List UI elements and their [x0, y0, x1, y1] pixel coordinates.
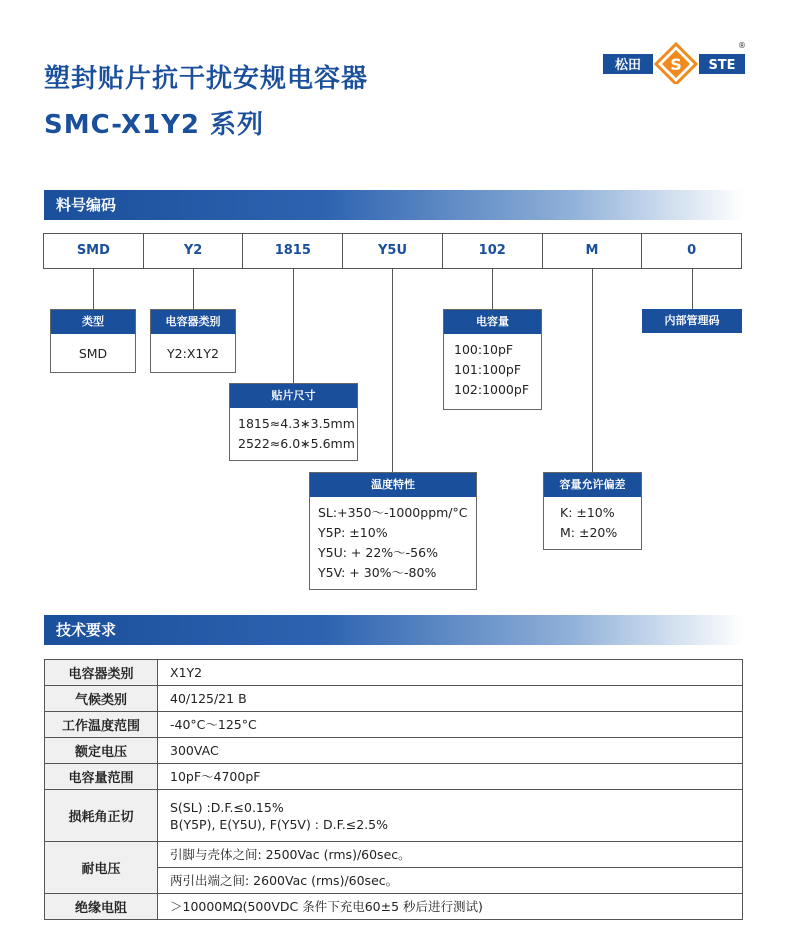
- spec-key: 工作温度范围: [45, 712, 158, 738]
- temp-box-header: 温度特性: [310, 473, 476, 497]
- type-box-header: 类型: [51, 310, 135, 334]
- connector-line: [193, 269, 194, 309]
- tolerance-box: [543, 472, 642, 550]
- tolerance-option: M: ±20%: [560, 525, 618, 540]
- spec-value: X1Y2: [158, 660, 743, 686]
- connector-line: [392, 269, 393, 472]
- spec-table: [44, 659, 743, 920]
- temp-option: Y5V: + 30%～-80%: [318, 565, 437, 580]
- spec-value: 10pF～4700pF: [158, 764, 743, 790]
- code-segment: SMD: [44, 234, 144, 268]
- spec-key: 电容量范围: [45, 764, 158, 790]
- spec-key: 绝缘电阻: [45, 894, 158, 920]
- temp-option: Y5U: + 22%～-56%: [318, 545, 438, 560]
- spec-value: 300VAC: [158, 738, 743, 764]
- code-segment: 1815: [243, 234, 343, 268]
- spec-key: 电容器类别: [45, 660, 158, 686]
- spec-value: 40/125/21 B: [158, 686, 743, 712]
- temp-option: Y5P: ±10%: [318, 525, 388, 540]
- spec-value-line: B(Y5P), E(Y5U), F(Y5V) : D.F.≤2.5%: [170, 816, 388, 832]
- capacitance-option: 100:10pF: [454, 342, 514, 357]
- page-subtitle: SMC-X1Y2 系列: [44, 110, 265, 140]
- code-segment: Y5U: [343, 234, 443, 268]
- svg-text:S: S: [670, 55, 682, 74]
- internal-code-header: 内部管理码: [642, 309, 742, 333]
- internal-code-box: [642, 309, 742, 333]
- category-box-value: Y2:X1Y2: [167, 346, 219, 361]
- spec-value: 引脚与壳体之间: 2500Vac (rms)/60sec。: [158, 842, 743, 868]
- tolerance-box-header: 容量允许偏差: [544, 473, 641, 497]
- spec-key: 耐电压: [45, 842, 158, 894]
- code-segment: 102: [443, 234, 543, 268]
- spec-key: 额定电压: [45, 738, 158, 764]
- table-row: [45, 894, 743, 920]
- temp-option: SL:+350～-1000ppm/°C: [318, 505, 468, 520]
- size-box-header: 贴片尺寸: [230, 384, 357, 408]
- page-title: 塑封贴片抗干扰安规电容器: [44, 64, 369, 94]
- connector-line: [592, 269, 593, 472]
- size-option: 1815≈4.3∗3.5mm: [238, 416, 355, 431]
- table-row: [45, 660, 743, 686]
- category-box-header: 电容器类别: [151, 310, 235, 334]
- spec-key: 气候类别: [45, 686, 158, 712]
- capacitance-box-header: 电容量: [444, 310, 541, 334]
- table-row: [45, 764, 743, 790]
- size-box: [229, 383, 358, 461]
- category-box: [150, 309, 236, 373]
- part-number-code-row: [43, 233, 742, 269]
- table-row: [45, 712, 743, 738]
- connector-line: [692, 269, 693, 309]
- logo-left-text: 松田: [614, 58, 642, 73]
- capacitance-option: 101:100pF: [454, 362, 522, 377]
- connector-line: [93, 269, 94, 309]
- table-row: [45, 842, 743, 868]
- code-segment: Y2: [144, 234, 244, 268]
- capacitance-box: [443, 309, 542, 410]
- type-box-value: SMD: [78, 346, 108, 361]
- code-segment: 0: [687, 243, 697, 258]
- size-option: 2522≈6.0∗5.6mm: [238, 436, 355, 451]
- connector-line: [492, 269, 493, 309]
- table-row: [45, 738, 743, 764]
- table-row: [45, 790, 743, 842]
- logo-right-text: STE: [708, 58, 736, 73]
- registered-mark: ®: [738, 41, 746, 50]
- spec-key: 损耗角正切: [45, 790, 158, 842]
- connector-line: [293, 269, 294, 383]
- type-box: [50, 309, 136, 373]
- code-segment: M: [543, 234, 643, 268]
- spec-value: -40°C～125°C: [158, 712, 743, 738]
- spec-value: ＞10000MΩ(500VDC 条件下充电60±5 秒后进行测试): [158, 894, 743, 920]
- section-header-part-number: 料号编码: [44, 190, 744, 220]
- tolerance-option: K: ±10%: [560, 505, 615, 520]
- logo-emblem-icon: [656, 44, 696, 84]
- company-logo: [601, 40, 751, 84]
- spec-value: 两引出端之间: 2600Vac (rms)/60sec。: [158, 868, 743, 894]
- temp-characteristic-box: [309, 472, 477, 590]
- section-header-specs: 技术要求: [44, 615, 744, 645]
- capacitance-option: 102:1000pF: [454, 382, 530, 397]
- table-row: [45, 686, 743, 712]
- spec-value-line: S(SL) :D.F.≤0.15%: [170, 799, 284, 815]
